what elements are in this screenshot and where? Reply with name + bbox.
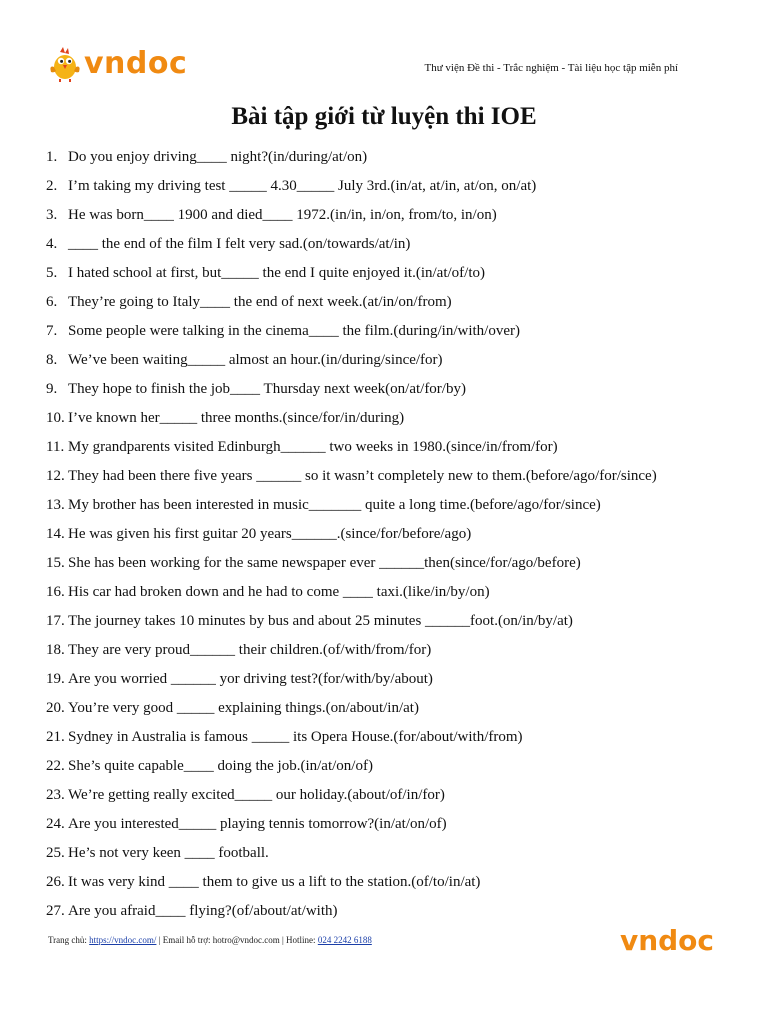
question-item — [46, 375, 746, 404]
question-number: 12. — [46, 468, 65, 484]
question-item — [46, 897, 746, 926]
question-item — [46, 781, 746, 810]
question-text: Are you worried ______ yor driving test?(for/with/by/about) — [68, 671, 433, 687]
question-text: The journey takes 10 minutes by bus and about 25 minutes ______foot.(on/in/by/at) — [68, 613, 573, 629]
question-text: I’m taking my driving test _____ 4.30_____ July 3rd.(in/at, at/in, at/on, on/at) — [68, 178, 537, 194]
question-number: 11. — [46, 439, 65, 455]
question-item — [46, 549, 746, 578]
question-item — [46, 172, 746, 201]
mascot-icon — [48, 46, 82, 82]
question-item — [46, 520, 746, 549]
question-number: 24. — [46, 816, 65, 832]
question-number: 4. — [46, 236, 58, 252]
question-text: Sydney in Australia is famous _____ its Opera House.(for/about/with/from) — [68, 729, 523, 745]
question-text: Are you interested_____ playing tennis tomorrow?(in/at/on/of) — [68, 816, 447, 832]
question-text: ____ the end of the film I felt very sad.(on/towards/at/in) — [68, 236, 411, 252]
question-number: 1. — [46, 149, 58, 165]
question-item — [46, 752, 746, 781]
question-number: 15. — [46, 555, 65, 571]
vndoc-logo[interactable] — [48, 46, 187, 82]
question-item — [46, 288, 746, 317]
question-item — [46, 259, 746, 288]
question-number: 13. — [46, 497, 65, 513]
footer-hotline-link[interactable]: 024 2242 6188 — [317, 935, 372, 945]
question-text: I’ve known her_____ three months.(since/for/in/during) — [68, 410, 405, 426]
question-item — [46, 462, 746, 491]
question-item — [46, 491, 746, 520]
question-number: 18. — [46, 642, 65, 658]
question-number: 7. — [46, 323, 58, 339]
question-number: 20. — [46, 700, 65, 716]
question-text: Are you afraid____ flying?(of/about/at/with) — [68, 903, 338, 919]
question-text: My brother has been interested in music_______ quite a long time.(before/ago/for/since) — [68, 497, 601, 513]
question-item — [46, 839, 746, 868]
question-number: 3. — [46, 207, 58, 223]
question-number: 6. — [46, 294, 58, 310]
question-text: We’re getting really excited_____ our holiday.(about/of/in/for) — [68, 787, 445, 803]
question-item — [46, 694, 746, 723]
question-number: 8. — [46, 352, 58, 368]
page-title: Bài tập giới từ luyện thi IOE — [231, 103, 537, 130]
question-text: You’re very good _____ explaining things.(on/about/in/at) — [68, 700, 419, 716]
question-text: They had been there five years ______ so it wasn’t completely new to them.(before/ago/for/since) — [68, 468, 657, 484]
question-list — [46, 143, 746, 926]
question-number: 5. — [46, 265, 58, 281]
question-text: They hope to finish the job____ Thursday next week(on/at/for/by) — [68, 381, 466, 397]
footer-email-text: | Email hỗ trợ: hotro@vndoc.com | Hotline: — [156, 935, 318, 945]
question-number: 23. — [46, 787, 65, 803]
question-item — [46, 346, 746, 375]
question-text: They are very proud______ their children.(of/with/from/for) — [68, 642, 432, 658]
question-item — [46, 665, 746, 694]
question-number: 21. — [46, 729, 65, 745]
logo-wordmark: vndoc — [84, 46, 188, 81]
footer-home-label: Trang chủ: — [48, 935, 90, 945]
question-number: 10. — [46, 410, 65, 426]
question-text: He was given his first guitar 20 years______.(since/for/before/ago) — [68, 526, 472, 542]
footer-home-link[interactable]: https://vndoc.com/ — [89, 935, 157, 945]
question-number: 17. — [46, 613, 65, 629]
question-number: 9. — [46, 381, 58, 397]
header-tagline: Thư viện Đề thi - Trắc nghiệm - Tài liệu học tập miễn phí — [424, 62, 678, 74]
question-text: We’ve been waiting_____ almost an hour.(in/during/since/for) — [68, 352, 443, 368]
question-number: 25. — [46, 845, 65, 861]
question-number: 19. — [46, 671, 65, 687]
question-number: 27. — [46, 903, 65, 919]
question-text: Some people were talking in the cinema____ the film.(during/in/with/over) — [68, 323, 520, 339]
question-number: 2. — [46, 178, 58, 194]
question-number: 22. — [46, 758, 65, 774]
question-item — [46, 404, 746, 433]
question-item — [46, 636, 746, 665]
page-header — [48, 46, 728, 90]
question-text: My grandparents visited Edinburgh______ two weeks in 1980.(since/in/from/for) — [68, 439, 558, 455]
question-text: He’s not very keen ____ football. — [68, 845, 269, 861]
question-item — [46, 578, 746, 607]
question-text: He was born____ 1900 and died____ 1972.(in/in, in/on, from/to, in/on) — [68, 207, 497, 223]
question-text: Do you enjoy driving____ night?(in/during/at/on) — [68, 149, 368, 165]
page-footer — [48, 935, 372, 945]
question-item — [46, 201, 746, 230]
question-item — [46, 810, 746, 839]
question-text: They’re going to Italy____ the end of next week.(at/in/on/from) — [68, 294, 452, 310]
question-number: 26. — [46, 874, 65, 890]
question-item — [46, 433, 746, 462]
question-item — [46, 723, 746, 752]
question-item — [46, 868, 746, 897]
question-number: 16. — [46, 584, 65, 600]
question-item — [46, 607, 746, 636]
question-item — [46, 230, 746, 259]
question-text: She’s quite capable____ doing the job.(in/at/on/of) — [68, 758, 373, 774]
question-text: She has been working for the same newspaper ever ______then(since/for/ago/before) — [68, 555, 581, 571]
question-item — [46, 143, 746, 172]
question-text: I hated school at first, but_____ the end I quite enjoyed it.(in/at/of/to) — [68, 265, 485, 281]
question-text: His car had broken down and he had to come ____ taxi.(like/in/by/on) — [68, 584, 490, 600]
question-number: 14. — [46, 526, 65, 542]
question-text: It was very kind ____ them to give us a lift to the station.(of/to/in/at) — [68, 874, 481, 890]
footer-logo: vndoc — [619, 924, 714, 957]
question-item — [46, 317, 746, 346]
